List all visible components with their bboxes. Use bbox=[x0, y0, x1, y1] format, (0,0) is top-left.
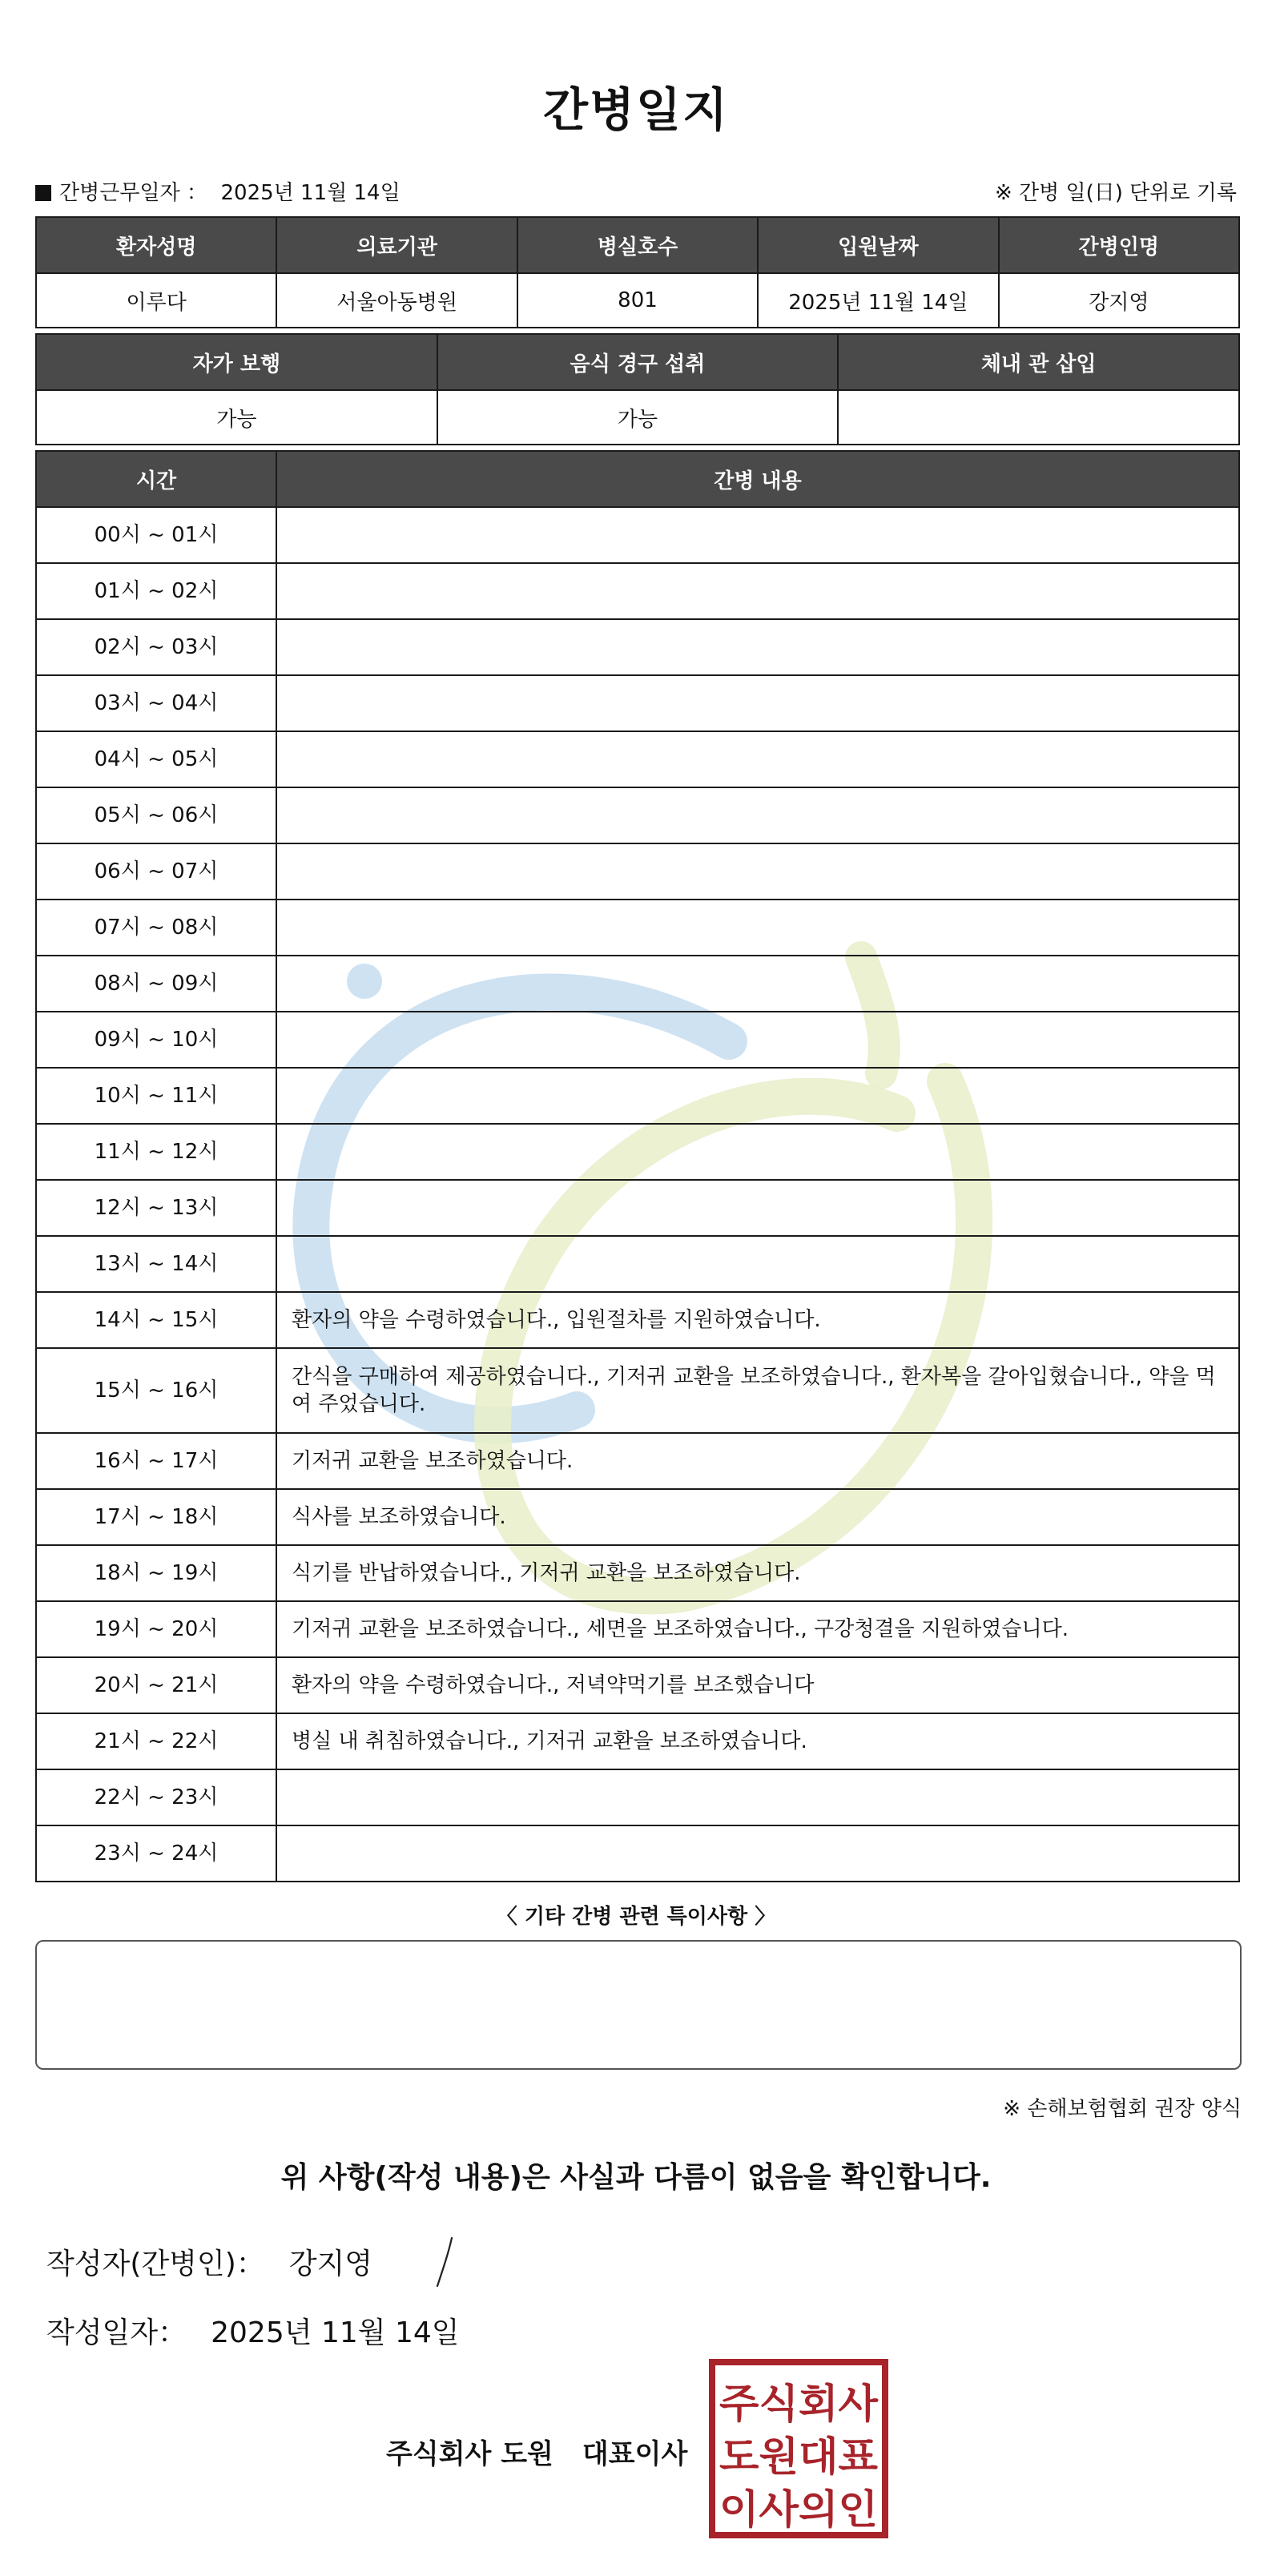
log-content bbox=[276, 731, 1239, 787]
value-caregiver-name: 강지영 bbox=[999, 273, 1239, 328]
log-header-row bbox=[36, 451, 1239, 507]
written-date-label: 작성일자： bbox=[46, 2316, 187, 2349]
log-time: 11시 ~ 12시 bbox=[36, 1124, 276, 1180]
writer-label: 작성자(간병인)： bbox=[46, 2248, 265, 2280]
log-time: 23시 ~ 24시 bbox=[36, 1825, 276, 1882]
log-row-18 bbox=[36, 1545, 1239, 1601]
written-date-value: 2025년 11월 14일 bbox=[211, 2316, 460, 2349]
log-time: 04시 ~ 05시 bbox=[36, 731, 276, 787]
log-time: 15시 ~ 16시 bbox=[36, 1348, 276, 1433]
log-row-10 bbox=[36, 1068, 1239, 1124]
unit-note: ※ 간병 일(日) 단위로 기록 bbox=[994, 181, 1237, 205]
log-row-23 bbox=[36, 1825, 1239, 1882]
work-date-value: 2025년 11월 14일 bbox=[220, 181, 401, 205]
log-content bbox=[276, 1825, 1239, 1882]
log-row-13 bbox=[36, 1236, 1239, 1292]
svg-text:도원대표: 도원대표 bbox=[719, 2433, 879, 2480]
log-time: 16시 ~ 17시 bbox=[36, 1433, 276, 1489]
log-time: 20시 ~ 21시 bbox=[36, 1657, 276, 1713]
condition-value-row bbox=[36, 390, 1239, 445]
log-time: 07시 ~ 08시 bbox=[36, 900, 276, 956]
writer-name: 강지영 bbox=[288, 2248, 373, 2280]
log-content bbox=[276, 675, 1239, 731]
log-time: 06시 ~ 07시 bbox=[36, 843, 276, 900]
value-tube-insertion bbox=[838, 390, 1239, 445]
log-content bbox=[276, 1180, 1239, 1236]
special-notes-box bbox=[35, 1940, 1242, 2070]
log-row-00 bbox=[36, 507, 1239, 563]
log-content: 식기를 반납하였습니다., 기저귀 교환을 보조하였습니다. bbox=[276, 1545, 1239, 1601]
patient-condition-table bbox=[35, 333, 1240, 445]
log-time: 00시 ~ 01시 bbox=[36, 507, 276, 563]
log-time: 14시 ~ 15시 bbox=[36, 1292, 276, 1348]
writer-line bbox=[46, 2241, 372, 2282]
log-row-11 bbox=[36, 1124, 1239, 1180]
company-name: 주식회사 도원 bbox=[386, 2438, 553, 2470]
special-notes-title: 〈 기타 간병 관련 특이사항 〉 bbox=[496, 1905, 776, 1929]
header-self-walking: 자가 보행 bbox=[36, 334, 437, 390]
log-row-16 bbox=[36, 1433, 1239, 1489]
value-self-walking: 가능 bbox=[36, 390, 437, 445]
log-time: 05시 ~ 06시 bbox=[36, 787, 276, 843]
log-time: 01시 ~ 02시 bbox=[36, 563, 276, 619]
log-content bbox=[276, 1236, 1239, 1292]
value-oral-intake: 가능 bbox=[437, 390, 839, 445]
log-content bbox=[276, 563, 1239, 619]
log-row-04 bbox=[36, 731, 1239, 787]
log-row-01 bbox=[36, 563, 1239, 619]
log-row-09 bbox=[36, 1012, 1239, 1068]
hourly-care-log-table bbox=[35, 450, 1240, 1882]
log-content bbox=[276, 1124, 1239, 1180]
svg-text:이사의인: 이사의인 bbox=[719, 2486, 878, 2533]
header-room-number: 병실호수 bbox=[517, 217, 758, 273]
log-row-20 bbox=[36, 1657, 1239, 1713]
header-tube-insertion: 체내 관 삽입 bbox=[838, 334, 1239, 390]
value-patient-name: 이루다 bbox=[36, 273, 276, 328]
log-time: 10시 ~ 11시 bbox=[36, 1068, 276, 1124]
company-seal-stamp bbox=[708, 2358, 889, 2539]
log-time: 02시 ~ 03시 bbox=[36, 619, 276, 675]
log-content: 식사를 보조하였습니다. bbox=[276, 1489, 1239, 1545]
recommended-form-note: ※ 손해보험협회 권장 양식 bbox=[1003, 2097, 1242, 2121]
work-date-line bbox=[35, 176, 401, 206]
log-content: 환자의 약을 수령하였습니다., 저녁약먹기를 보조했습니다 bbox=[276, 1657, 1239, 1713]
square-bullet-icon bbox=[35, 185, 51, 201]
log-row-15 bbox=[36, 1348, 1239, 1433]
written-date-line bbox=[46, 2310, 460, 2351]
log-content: 기저귀 교환을 보조하였습니다. bbox=[276, 1433, 1239, 1489]
log-content bbox=[276, 956, 1239, 1012]
log-time: 21시 ~ 22시 bbox=[36, 1713, 276, 1769]
log-row-19 bbox=[36, 1601, 1239, 1657]
log-time: 13시 ~ 14시 bbox=[36, 1236, 276, 1292]
info-value-row bbox=[36, 273, 1239, 328]
log-row-12 bbox=[36, 1180, 1239, 1236]
value-admission-date: 2025년 11월 14일 bbox=[758, 273, 998, 328]
log-content bbox=[276, 1068, 1239, 1124]
log-time: 09시 ~ 10시 bbox=[36, 1012, 276, 1068]
log-time: 17시 ~ 18시 bbox=[36, 1489, 276, 1545]
log-content bbox=[276, 1769, 1239, 1825]
log-content bbox=[276, 843, 1239, 900]
log-row-22 bbox=[36, 1769, 1239, 1825]
header-patient-name: 환자성명 bbox=[36, 217, 276, 273]
log-content bbox=[276, 619, 1239, 675]
header-hospital: 의료기관 bbox=[276, 217, 517, 273]
condition-header-row bbox=[36, 334, 1239, 390]
handwritten-signature bbox=[429, 2235, 461, 2291]
value-room-number: 801 bbox=[517, 273, 758, 328]
log-row-05 bbox=[36, 787, 1239, 843]
log-content: 병실 내 취침하였습니다., 기저귀 교환을 보조하였습니다. bbox=[276, 1713, 1239, 1769]
log-row-02 bbox=[36, 619, 1239, 675]
header-care-content: 간병 내용 bbox=[276, 451, 1239, 507]
log-row-03 bbox=[36, 675, 1239, 731]
log-content bbox=[276, 507, 1239, 563]
value-hospital: 서울아동병원 bbox=[276, 273, 517, 328]
work-date-label: 간병근무일자 ： bbox=[59, 181, 207, 205]
header-oral-intake: 음식 경구 섭취 bbox=[437, 334, 839, 390]
log-time: 22시 ~ 23시 bbox=[36, 1769, 276, 1825]
log-time: 19시 ~ 20시 bbox=[36, 1601, 276, 1657]
log-time: 03시 ~ 04시 bbox=[36, 675, 276, 731]
log-row-06 bbox=[36, 843, 1239, 900]
info-header-row bbox=[36, 217, 1239, 273]
header-caregiver-name: 간병인명 bbox=[999, 217, 1239, 273]
patient-info-table bbox=[35, 216, 1240, 328]
header-admission-date: 입원날짜 bbox=[758, 217, 998, 273]
log-content bbox=[276, 1012, 1239, 1068]
log-content bbox=[276, 787, 1239, 843]
log-row-14 bbox=[36, 1292, 1239, 1348]
log-row-21 bbox=[36, 1713, 1239, 1769]
svg-text:주식회사: 주식회사 bbox=[719, 2381, 879, 2427]
log-time: 12시 ~ 13시 bbox=[36, 1180, 276, 1236]
company-signature-line bbox=[386, 2432, 687, 2471]
confirmation-statement: 위 사항(작성 내용)은 사실과 다름이 없음을 확인합니다. bbox=[280, 2161, 992, 2194]
log-content: 기저귀 교환을 보조하였습니다., 세면을 보조하였습니다., 구강청결을 지원하였습니다. bbox=[276, 1601, 1239, 1657]
log-time: 08시 ~ 09시 bbox=[36, 956, 276, 1012]
document-title: 간병일지 bbox=[542, 83, 730, 137]
log-content bbox=[276, 900, 1239, 956]
log-row-08 bbox=[36, 956, 1239, 1012]
log-row-07 bbox=[36, 900, 1239, 956]
log-row-17 bbox=[36, 1489, 1239, 1545]
log-time: 18시 ~ 19시 bbox=[36, 1545, 276, 1601]
header-time: 시간 bbox=[36, 451, 276, 507]
log-content: 간식을 구매하여 제공하였습니다., 기저귀 교환을 보조하였습니다., 환자복을 갈아입혔습니다., 약을 먹여 주었습니다. bbox=[276, 1348, 1239, 1433]
log-content: 환자의 약을 수령하였습니다., 입원절차를 지원하였습니다. bbox=[276, 1292, 1239, 1348]
company-representative-title: 대표이사 bbox=[582, 2438, 688, 2470]
